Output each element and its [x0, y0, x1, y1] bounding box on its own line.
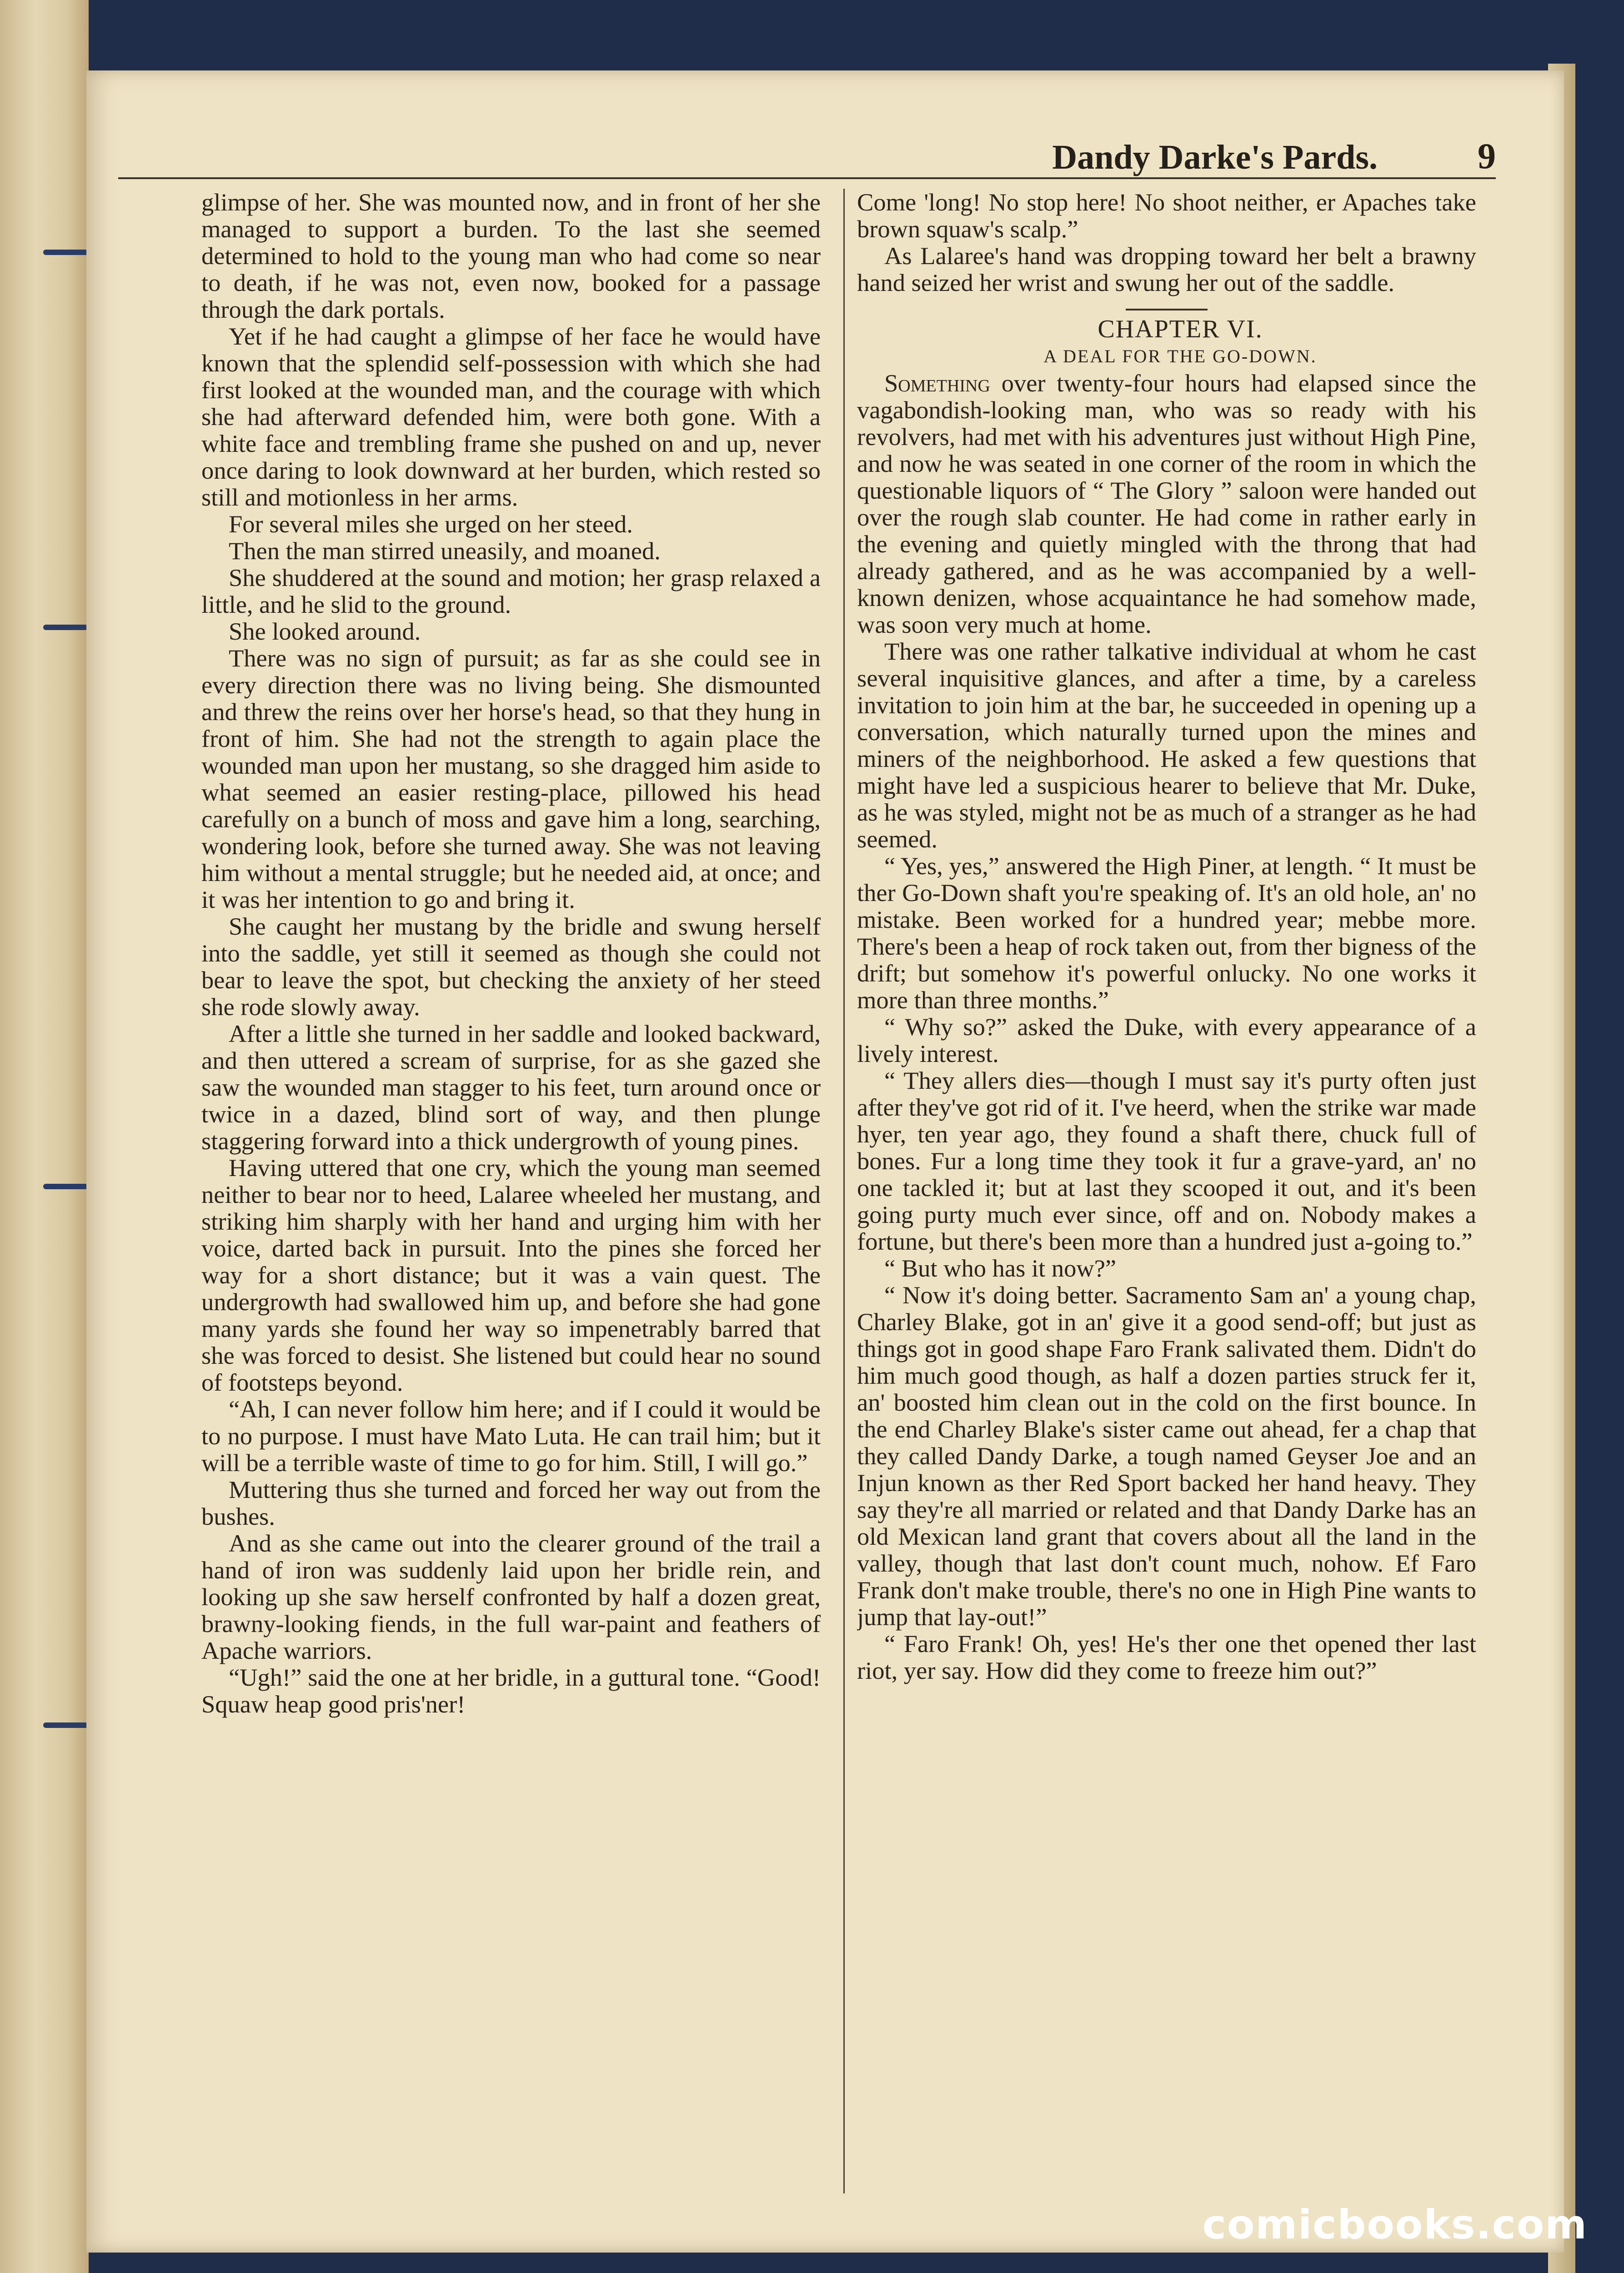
chapter-opening-paragraph: [857, 370, 1476, 638]
paragraph: “ They allers dies—though I must say it's purty often just after they've got rid of it. I've heerd, when the strike war made hyer, ten year ago, they found a shaft there, chuck full of bones. Fur a long time they took it fur a grave-yard, an' no one tackled it; but at last they scooped it out, and it's been going purty much ever since, off and on. Nobody makes a fortune, but there's been more than a hundred just a-going to.”: [857, 1066, 1476, 1255]
paragraph: “ Yes, yes,” answered the High Piner, at length. “ It must be ther Go-Down shaft you're speaking of. It's an old hole, an' no mistake. Been worked for a hundred year; mebbe more. There's been a heap of rock taken out, from ther bigness of the drift; but somehow it's powerful onlucky. No one works it more than three months.”: [857, 852, 1476, 1014]
paragraph: As Lalaree's hand was dropping toward her belt a brawny hand seized her wrist and swung her out of the saddle.: [857, 242, 1476, 296]
page-number: 9: [1478, 136, 1496, 176]
paragraph: “ Why so?” asked the Duke, with every appearance of a lively interest.: [857, 1013, 1476, 1067]
right-column: [857, 189, 1476, 2189]
paragraph: Muttering thus she turned and forced her way out from the bushes.: [201, 1476, 821, 1530]
paragraph: Having uttered that one cry, which the young man seemed neither to bear nor to heed, Lalaree wheeled her mustang, and striking him sharply with her hand and urging him with her voice, darted back in pursuit. Into the pines she forced her way for a short distance; but it was a vain quest. The undergrowth had swallowed him up, and before she had gone many yards she found her way so impenetrably barred that she was forced to desist. She listened but could hear no sound of footsteps beyond.: [201, 1154, 821, 1396]
paragraph: “Ah, I can never follow him here; and if I could it would be to no purpose. I must have Mato Luta. He can trail him; but it will be a terrible waste of time to go for him. Still, I will go.”: [201, 1395, 821, 1477]
book-spine: [0, 0, 89, 2273]
paragraph: “Ugh!” said the one at her bridle, in a guttural tone. “Good! Squaw heap good pris'ner!: [201, 1663, 821, 1718]
running-title: Dandy Darke's Pards.: [1052, 138, 1378, 176]
lead-text: over twenty-four hours had elapsed since the vagabondish-looking man, who was so ready with his revolvers, had met with his adventures just without High Pine, and now he was seated in one corner of the room in which the questionable liquors of “ The Glory ” saloon were handed out over the rough slab counter. He had come in rather early in the evening and quietly mingled with the throng that had already gathered, and as he was accompanied by a well-known denizen, whose acquaintance he had somehow made, was soon very much at home.: [857, 369, 1476, 638]
paragraph: “ Now it's doing better. Sacramento Sam an' a young chap, Charley Blake, got in an' give it a good send-off; but just as things got in good shape Faro Frank salivated them. Didn't do him much good though, as half a dozen parties struck fer it, an' boosted him clean out in the cold on the first bounce. In the end Charley Blake's sister came out ahead, fer a chap that they called Dandy Darke, a tough named Geyser Joe and an Injun known as ther Red Sport backed her hand heavy. They say they're all married or related and that Dandy Darke has an old Mexican land grant that covers about all the land in the valley, though that last don't count much, nohow. Ef Faro Frank don't make trouble, there's no one in High Pine wants to jump that lay-out!”: [857, 1281, 1476, 1631]
paragraph: Yet if he had caught a glimpse of her face he would have known that the splendid self-possession with which she had first looked at the wounded man, and the courage with which she had afterward defended him, were both gone. With a white face and trembling frame she pushed on and up, never once daring to look downward at her burden, which rested so still and motionless in her arms.: [201, 322, 821, 511]
paragraph: After a little she turned in her saddle and looked backward, and then uttered a scream of surprise, for as she gazed she saw the wounded man stagger to his feet, turn around once or twice in a dazed, blind sort of way, and then plunge staggering forward into a thick undergrowth of young pines.: [201, 1020, 821, 1155]
site-watermark: comicbooks.com: [1202, 2201, 1588, 2248]
left-column: [201, 189, 821, 2189]
paragraph: She caught her mustang by the bridle and swung herself into the saddle, yet still it seemed as though she could not bear to leave the spot, but checking the anxiety of her steed she rode slowly away.: [201, 912, 821, 1021]
lead-word: Something: [884, 369, 990, 397]
column-divider: [843, 189, 845, 2193]
paragraph: And as she came out into the clearer ground of the trail a hand of iron was suddenly laid upon her bridle rein, and looking up she saw herself confronted by half a dozen great, brawny-looking fiends, in the full war-paint and feathers of Apache warriors.: [201, 1529, 821, 1664]
paragraph: She shuddered at the sound and motion; her grasp relaxed a little, and he slid to the ground.: [201, 564, 821, 618]
paragraph: “ Faro Frank! Oh, yes! He's ther one thet opened ther last riot, yer say. How did they come to freeze him out?”: [857, 1630, 1476, 1684]
paragraph: glimpse of her. She was mounted now, and in front of her she managed to support a burden. To the last she seemed determined to hold to the young man who had come so near to death, if he was not, even now, booked for a passage through the dark portals.: [201, 189, 821, 323]
paragraph: For several miles she urged on her steed.: [229, 510, 633, 538]
paragraph: Then the man stirred uneasily, and moaned.: [229, 537, 661, 565]
paragraph: There was no sign of pursuit; as far as she could see in every direction there was no living being. She dismounted and threw the reins over her horse's head, so that they hung in front of him. She had not the strength to again place the wounded man upon her mustang, so she dragged him aside to what seemed an easier resting-place, pillowed his head carefully on a bunch of moss and gave him a long, searching, wondering look, before she turned away. She was not leaving him without a mental struggle; but he needed aid, at once; and it was her intention to go and bring it.: [201, 644, 821, 913]
paragraph: She looked around.: [229, 617, 421, 645]
paragraph: “ But who has it now?”: [884, 1254, 1117, 1282]
running-header: [118, 105, 1496, 179]
chapter-title: CHAPTER VI.: [1098, 315, 1263, 343]
paragraph: There was one rather talkative individual at whom he cast several inquisitive glances, and after a time, by a careless invitation to join him at the bar, he succeeded in opening up a conversation, which naturally turned upon the mines and miners of the neighborhood. He asked a few questions that might have led a suspicious hearer to believe that Mr. Duke, as he was styled, might not be as much of a stranger as he had seemed.: [857, 637, 1476, 853]
chapter-rule: [1126, 309, 1208, 310]
paragraph: Come 'long! No stop here! No shoot neither, er Apaches take brown squaw's scalp.”: [857, 189, 1476, 243]
chapter-subtitle: A DEAL FOR THE GO-DOWN.: [1043, 346, 1317, 366]
